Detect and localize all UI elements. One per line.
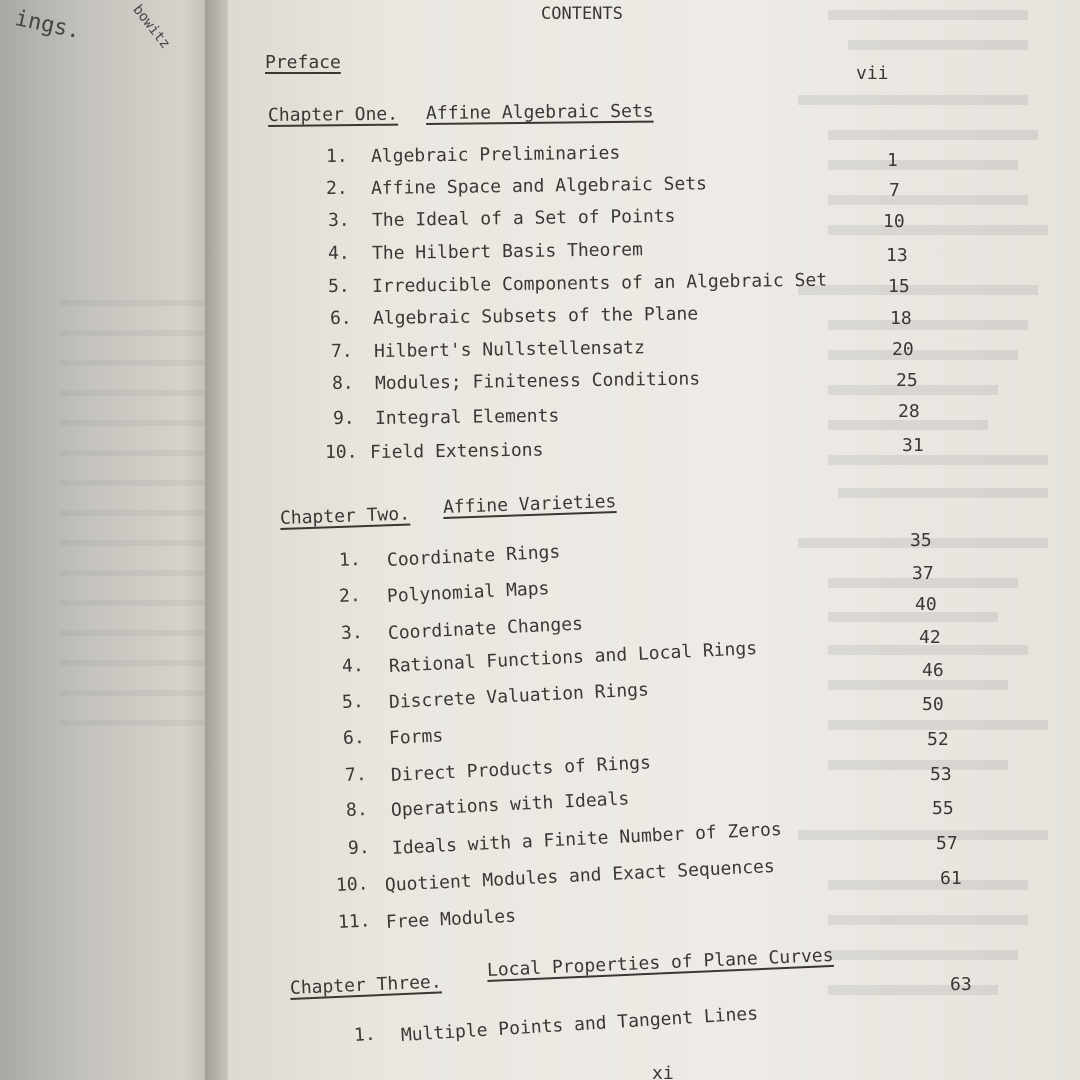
section-number: 7. (330, 340, 353, 362)
section-page-number: 25 (896, 370, 918, 391)
section-page-number: 20 (892, 339, 914, 360)
section-title: Modules; Finiteness Conditions (374, 368, 700, 394)
chapter-two-title: Affine Varieties (442, 490, 617, 518)
section-title: Operations with Ideals (390, 788, 630, 821)
section-number: 5. (341, 690, 365, 713)
section-page-number: 1 (887, 150, 898, 171)
contents-heading: CONTENTS (541, 4, 623, 24)
section-title: Forms (388, 725, 445, 749)
section-number: 4. (341, 654, 365, 677)
section-title: Discrete Valuation Rings (388, 679, 650, 713)
page-number: xi (652, 1063, 674, 1080)
section-number: 5. (327, 275, 350, 297)
section-title: Integral Elements (375, 405, 560, 429)
previous-page-bleed-through (60, 300, 215, 740)
section-number: 8. (345, 798, 369, 821)
chapter-two-prefix: Chapter Two. (279, 503, 411, 529)
section-number: 2. (325, 177, 348, 199)
section-number: 11. (337, 910, 371, 933)
chapter-one-title: Affine Algebraic Sets (425, 100, 654, 124)
section-page-number: 63 (950, 974, 972, 995)
section-title: Hilbert's Nullstellensatz (373, 337, 646, 362)
previous-page (0, 0, 215, 1080)
section-page-number: 15 (888, 276, 910, 297)
section-page-number: 18 (890, 308, 912, 329)
section-page-number: 46 (922, 660, 944, 681)
bleed-through-text (788, 0, 1080, 1080)
section-title: The Ideal of a Set of Points (372, 205, 676, 231)
section-page-number: 28 (898, 401, 920, 422)
section-page-number: 52 (927, 729, 949, 750)
section-page-number: 35 (910, 530, 932, 551)
section-page-number: 53 (930, 764, 952, 785)
section-number: 10. (324, 441, 358, 463)
chapter-three-title: Local Properties of Plane Curves (486, 944, 834, 981)
section-title: Quotient Modules and Exact Sequences (384, 855, 776, 896)
section-page-number: 10 (883, 211, 905, 232)
section-number: 9. (332, 407, 355, 429)
section-page-number: 37 (912, 563, 934, 584)
section-title: Rational Functions and Local Rings (388, 638, 758, 677)
preface-label: Preface (265, 52, 341, 73)
chapter-one-prefix: Chapter One. (267, 103, 399, 126)
section-page-number: 50 (922, 694, 944, 715)
section-title: Algebraic Subsets of the Plane (373, 303, 699, 329)
section-number: 8. (331, 372, 354, 394)
section-number: 3. (340, 621, 364, 644)
section-title: Direct Products of Rings (390, 752, 651, 786)
section-number: 10. (335, 873, 369, 896)
section-number: 2. (338, 584, 362, 607)
section-number: 3. (327, 209, 350, 231)
section-page-number: 31 (902, 435, 924, 456)
section-page-number: 40 (915, 594, 937, 615)
section-number: 9. (347, 836, 371, 859)
preface-page-number: vii (856, 63, 889, 84)
section-page-number: 7 (889, 180, 900, 201)
section-number: 7. (344, 763, 368, 786)
section-page-number: 55 (932, 798, 954, 819)
section-title: Coordinate Rings (386, 541, 561, 571)
section-title: Polynomial Maps (386, 578, 550, 607)
section-title: Free Modules (385, 905, 517, 933)
previous-page-text-fragment: ings. (12, 6, 83, 45)
contents-page (228, 0, 1080, 1080)
section-page-number: 42 (919, 627, 941, 648)
section-number: 6. (329, 307, 352, 329)
chapter-three-prefix: Chapter Three. (289, 971, 443, 999)
section-page-number: 57 (936, 833, 958, 854)
section-number: 1. (353, 1023, 377, 1046)
section-page-number: 61 (940, 868, 962, 889)
section-number: 4. (327, 242, 350, 264)
section-number: 6. (342, 726, 366, 749)
section-number: 1. (325, 145, 348, 167)
section-title: Affine Space and Algebraic Sets (370, 173, 708, 199)
section-title: Field Extensions (370, 439, 544, 463)
section-title: Irreducible Components of an Algebraic Set (372, 269, 828, 297)
section-title: Coordinate Changes (387, 613, 584, 644)
section-title: The Hilbert Basis Theorem (372, 239, 644, 264)
section-title: Ideals with a Finite Number of Zeros (391, 818, 783, 859)
previous-page-text-fragment: bowitz (129, 2, 174, 52)
section-page-number: 13 (886, 245, 908, 266)
section-number: 1. (338, 548, 362, 571)
section-title: Multiple Points and Tangent Lines (400, 1003, 759, 1046)
section-title: Algebraic Preliminaries (370, 142, 621, 167)
